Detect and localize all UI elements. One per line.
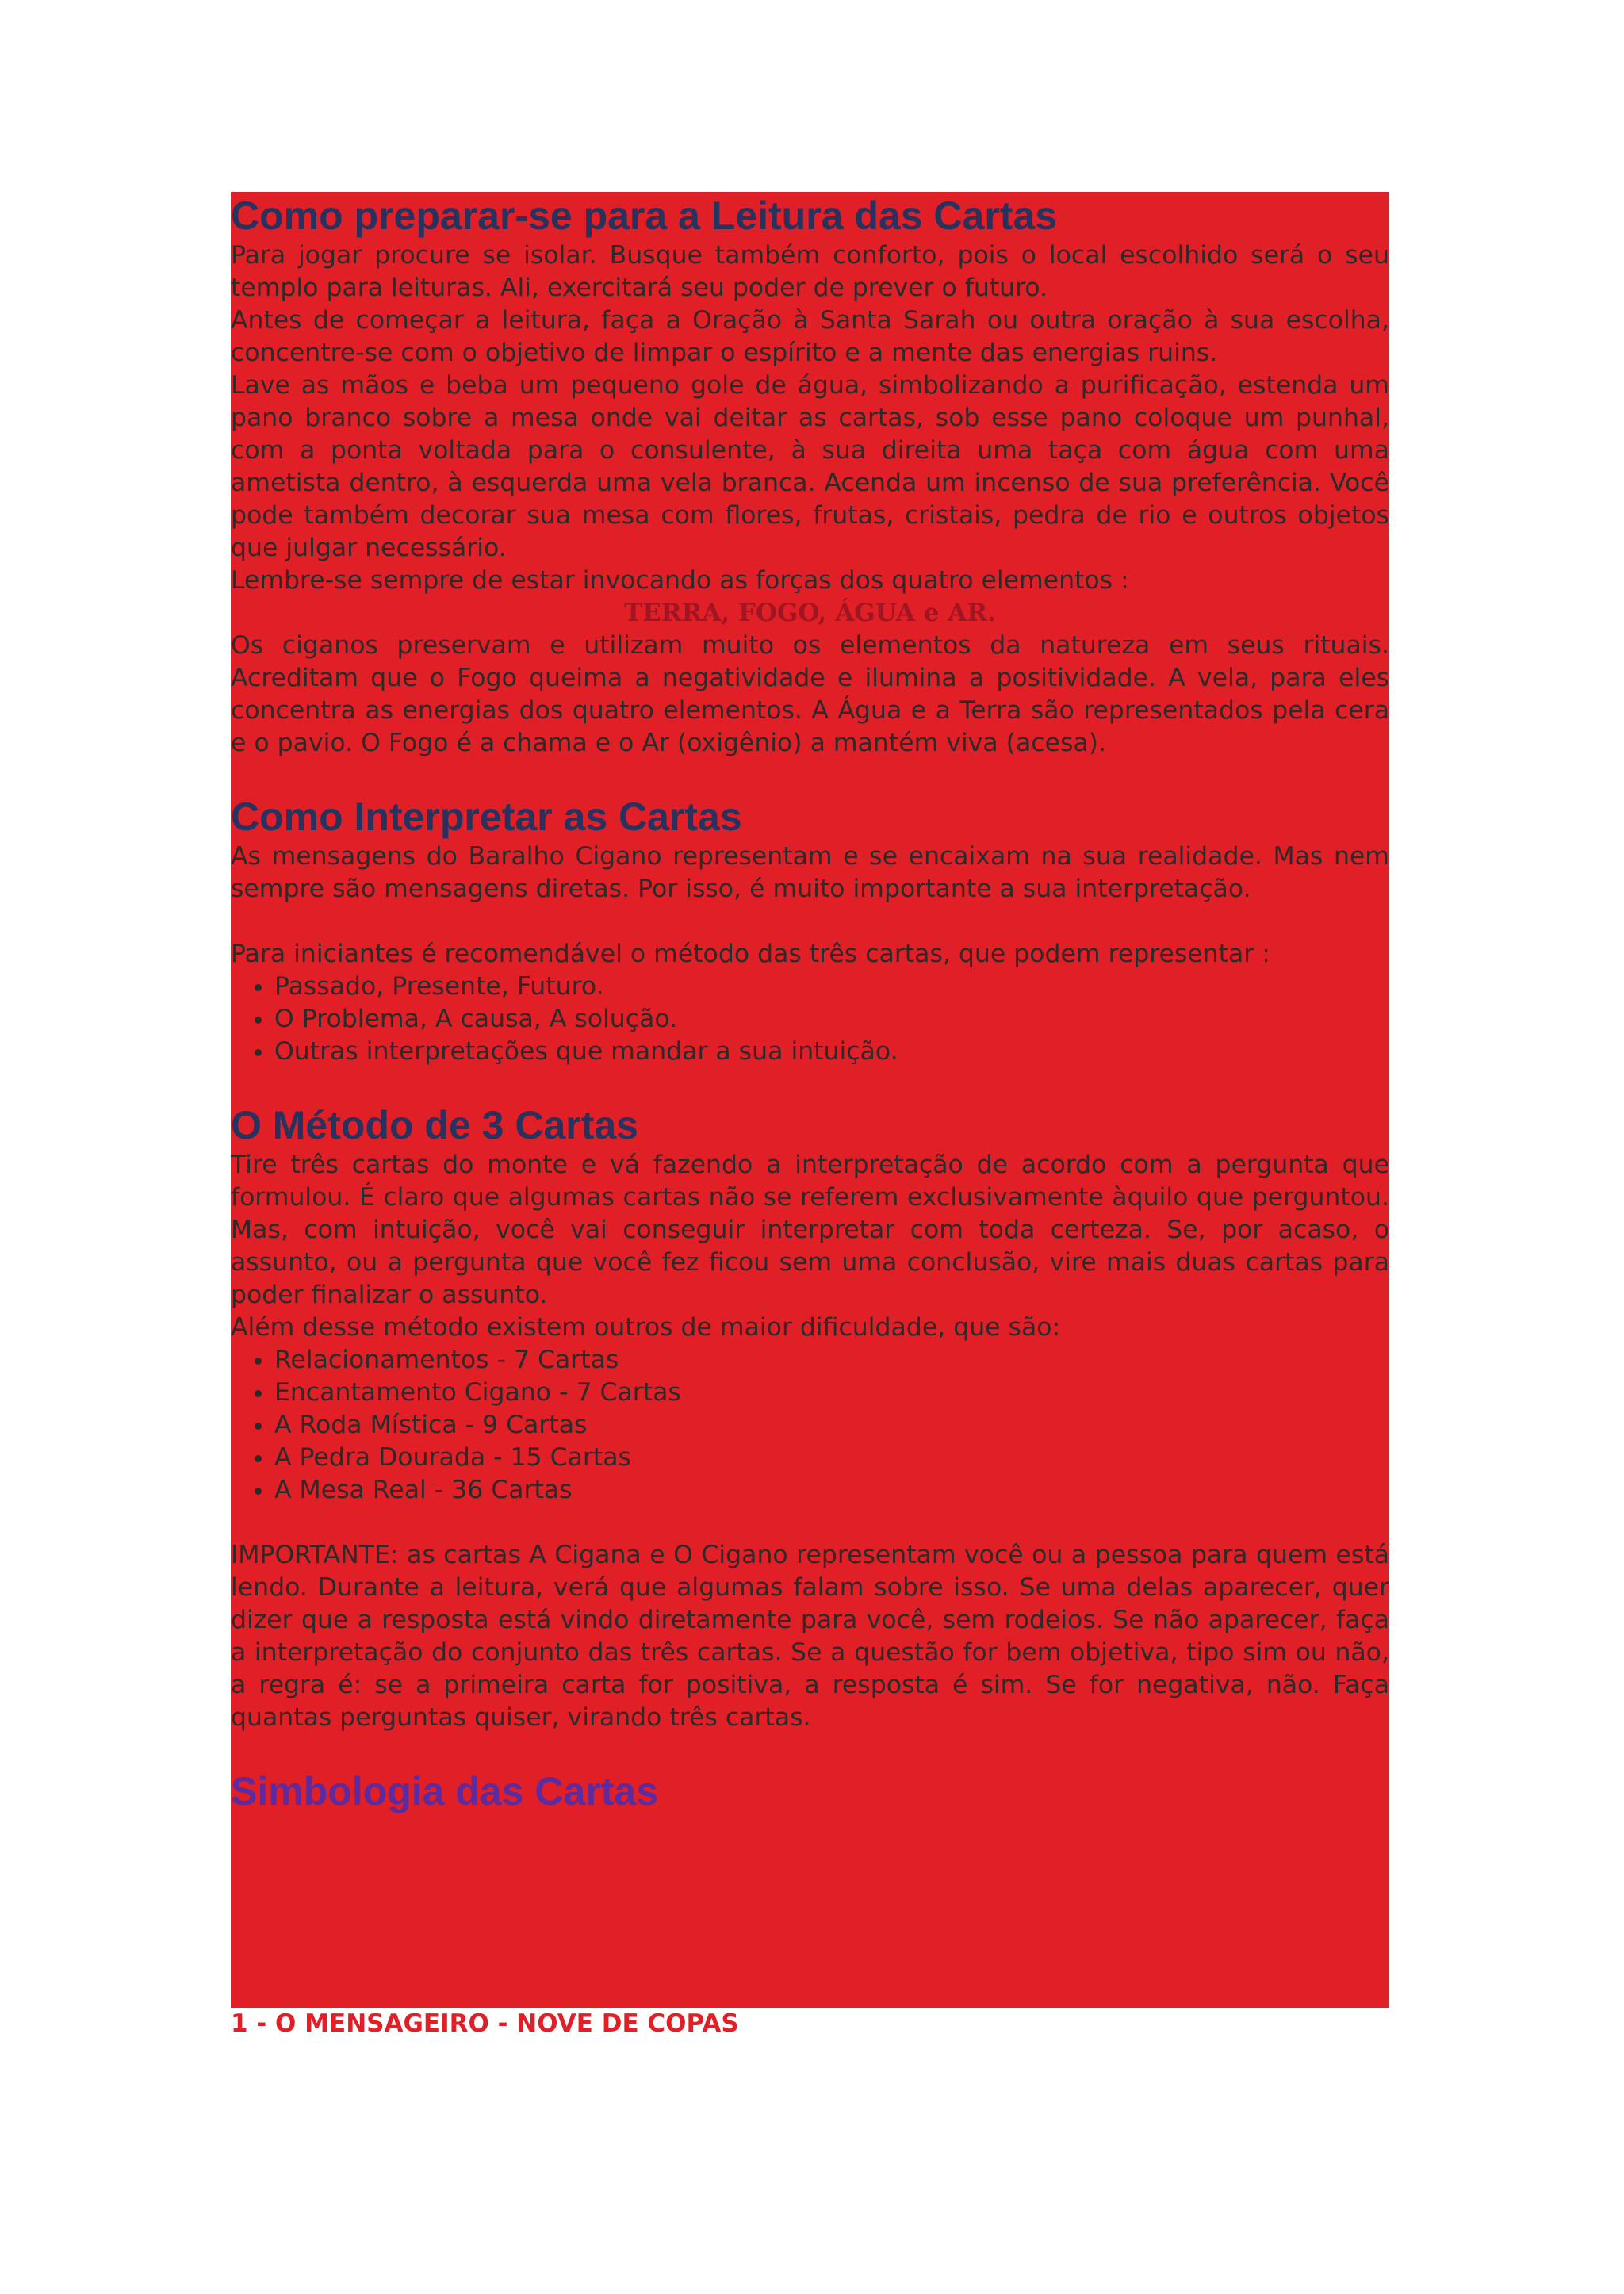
list-item: • A Pedra Dourada - 15 Cartas (274, 1442, 1389, 1474)
section-title-prepare: Como preparar-se para a Leitura das Cartas (231, 193, 1058, 238)
card-title: 1 - O MENSAGEIRO - NOVE DE COPAS (231, 2009, 739, 2038)
list-item: • Outras interpretações que mandar a sua intuição. (274, 1036, 1389, 1068)
list-item: • A Mesa Real - 36 Cartas (274, 1474, 1389, 1507)
bullet-list (231, 971, 1389, 1068)
list-item: • O Problema, A causa, A solução. (274, 1003, 1389, 1036)
spacer (231, 1068, 1389, 1101)
list-item: • Relacionamentos - 7 Cartas (274, 1344, 1389, 1377)
spacer (231, 760, 1389, 793)
section-title-interpret: Como Interpretar as Cartas (231, 795, 742, 839)
bullet-list (231, 1344, 1389, 1507)
section-title-symbology: Simbologia das Cartas (231, 1769, 659, 1813)
document-body (231, 192, 1389, 1815)
spacer (231, 1507, 1389, 1539)
list-item: • Passado, Presente, Futuro. (274, 971, 1389, 1003)
spacer (231, 906, 1389, 938)
paragraph: IMPORTANTE: as cartas A Cigana e O Cigano representam você ou a pessoa para quem está lendo. Durante a leitura, verá que algumas falam sobre isso. Se uma delas aparecer, quer dizer que a resposta está vindo diretamente para você, sem rodeios. Se não aparecer, faça a interpretação do conjunto das três cartas. Se a questão for bem objetiva, tipo sim ou não, a regra é: se a primeira carta for positiva, a resposta é sim. Se for negativa, não. Faça quantas perguntas quiser, virando três cartas. (231, 1541, 1389, 1732)
paragraph: Lave as mãos e beba um pequeno gole de água, simbolizando a purificação, estenda um pano branco sobre a mesa onde vai deitar as cartas, sob esse pano coloque um punhal, com a ponta voltada para o consulente, à sua direita uma taça com água com uma ametista dentro, à esquerda uma vela branca. Acenda um incenso de sua preferência. Você pode também decorar sua mesa com flores, frutas, cristais, pedra de rio e outros objetos que julgar necessário. (231, 371, 1389, 562)
paragraph: Além desse método existem outros de maior dificuldade, que são: (231, 1313, 1061, 1342)
paragraph: As mensagens do Baralho Cigano representam e se encaixam na sua realidade. Mas nem sempre são mensagens diretas. Por isso, é muito importante a sua interpretação. (231, 842, 1389, 903)
paragraph: Para jogar procure se isolar. Busque também conforto, pois o local escolhido será o seu templo para leituras. Ali, exercitará seu poder de prever o futuro. (231, 241, 1389, 302)
paragraph: Antes de começar a leitura, faça a Oração à Santa Sarah ou outra oração à sua escolha, concentre-se com o objetivo de limpar o espírito e a mente das energias ruins. (231, 306, 1389, 367)
list-item: • Encantamento Cigano - 7 Cartas (274, 1377, 1389, 1409)
elements-line: TERRA, FOGO, ÁGUA e AR. (624, 599, 996, 627)
paragraph: Os ciganos preservam e utilizam muito os elementos da natureza em seus rituais. Acreditam que o Fogo queima a negatividade e ilumina a positividade. A vela, para eles concentra as energias dos quatro elementos. A Água e a Terra são representados pela cera e o pavio. O Fogo é a chama e o Ar (oxigênio) a mantém viva (acesa). (231, 631, 1389, 757)
paragraph: Lembre-se sempre de estar invocando as forças dos quatro elementos : (231, 566, 1129, 595)
paragraph: Para iniciantes é recomendável o método das três cartas, que podem representar : (231, 940, 1270, 968)
section-title-method: O Método de 3 Cartas (231, 1103, 638, 1147)
spacer (231, 1734, 1389, 1767)
list-item: • A Roda Mística - 9 Cartas (274, 1409, 1389, 1442)
paragraph: Tire três cartas do monte e vá fazendo a interpretação de acordo com a pergunta que formulou. É claro que algumas cartas não se referem exclusivamente àquilo que perguntou. Mas, com intuição, você vai conseguir interpretar com toda certeza. Se, por acaso, o assunto, ou a pergunta que você fez ficou sem uma conclusão, vire mais duas cartas para poder finalizar o assunto. (231, 1151, 1389, 1309)
